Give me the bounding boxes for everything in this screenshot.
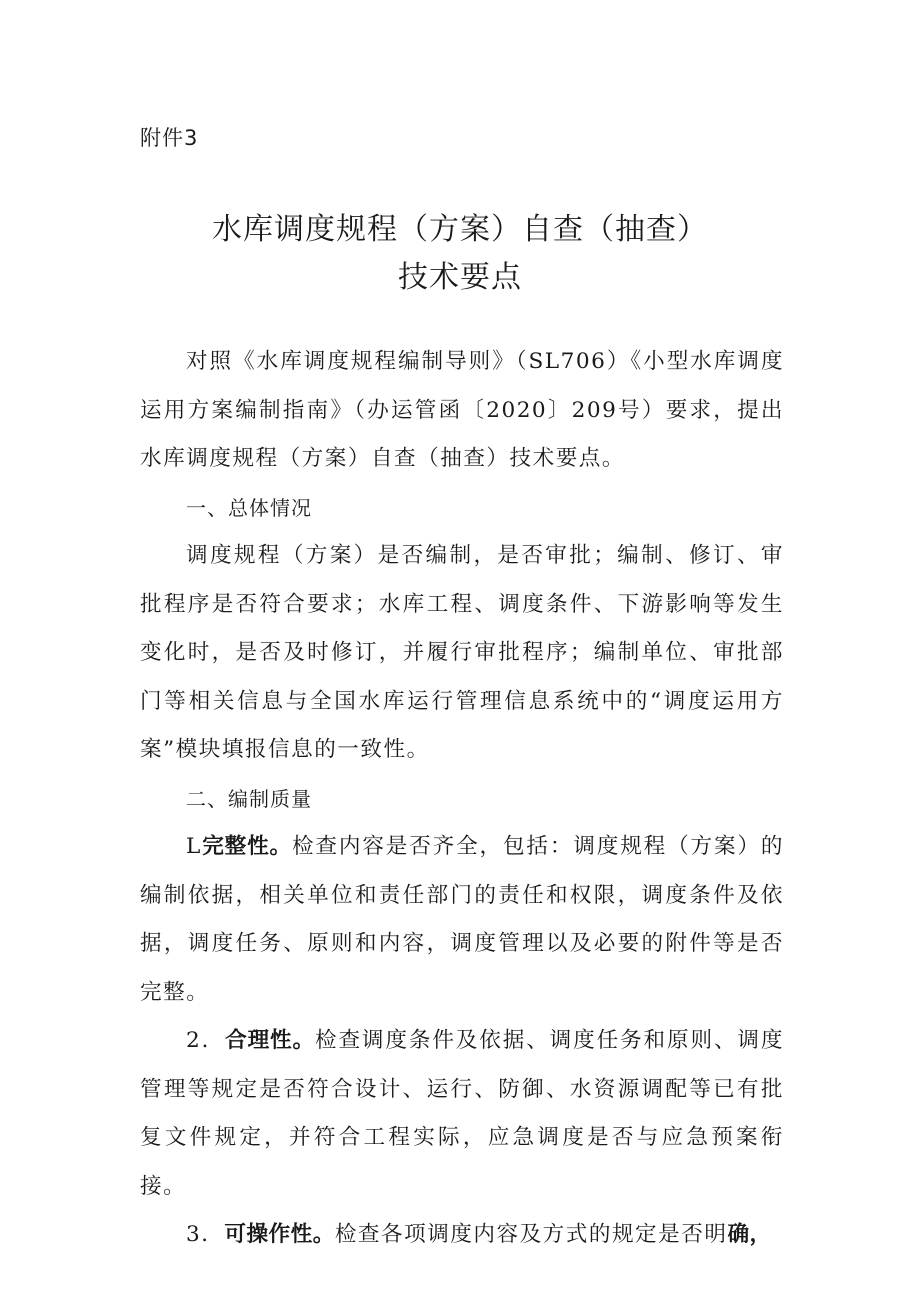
section1-paragraph: 调度规程（方案）是否编制，是否审批；编制、修订、审批程序是否符合要求；水库工程、调度条件、下游影响等发生变化时，是否及时修订，并履行审批程序；编制单位、审批部门等相关信息与全国水库运行管理信息系统中的“调度运用方案”模块填报信息的一致性。: [140, 543, 784, 762]
intro-paragraph: 对照《水库调度规程编制导则》（SL706）《小型水库调度运用方案编制指南》（办运管函〔2020〕209号）要求，提出水库调度规程（方案）自查（抽查）技术要点。: [140, 349, 784, 471]
item-text: 检查调度条件及依据、调度任务和原则、调度管理等规定是否符合设计、运行、防御、水资源调配等已有批复文件规定，并符合工程实际，应急调度是否与应急预案衔接。: [140, 1028, 784, 1199]
item-keyword: 可操作性。: [224, 1222, 335, 1247]
document-title-line2: 技术要点: [398, 260, 522, 295]
item-keyword: 完整性。: [201, 834, 292, 859]
section2-heading: 二、编制质量: [186, 786, 312, 811]
item-keyword: 合理性。: [225, 1028, 315, 1053]
item-number: 3．: [186, 1222, 225, 1247]
item-completeness: [140, 823, 784, 1017]
item-operability: [140, 1211, 784, 1260]
section1-heading: 一、总体情况: [186, 495, 312, 520]
item-text-tail: 确，: [727, 1222, 772, 1247]
item-text: 检查内容是否齐全，包括：调度规程（方案）的编制依据，相关单位和责任部门的责任和权限，调度条件及依据，调度任务、原则和内容，调度管理以及必要的附件等是否完整。: [140, 834, 784, 1005]
document-title-line1: 水库调度规程（方案）自查（抽查）: [212, 212, 708, 247]
item-number: L: [186, 834, 202, 859]
annex-label: 附件3: [140, 126, 199, 150]
item-rationality: [140, 1017, 784, 1211]
item-number: 2．: [186, 1028, 226, 1053]
document-body: [140, 338, 784, 1260]
item-text: 检查各项调度内容及方式的规定是否明: [334, 1222, 728, 1247]
